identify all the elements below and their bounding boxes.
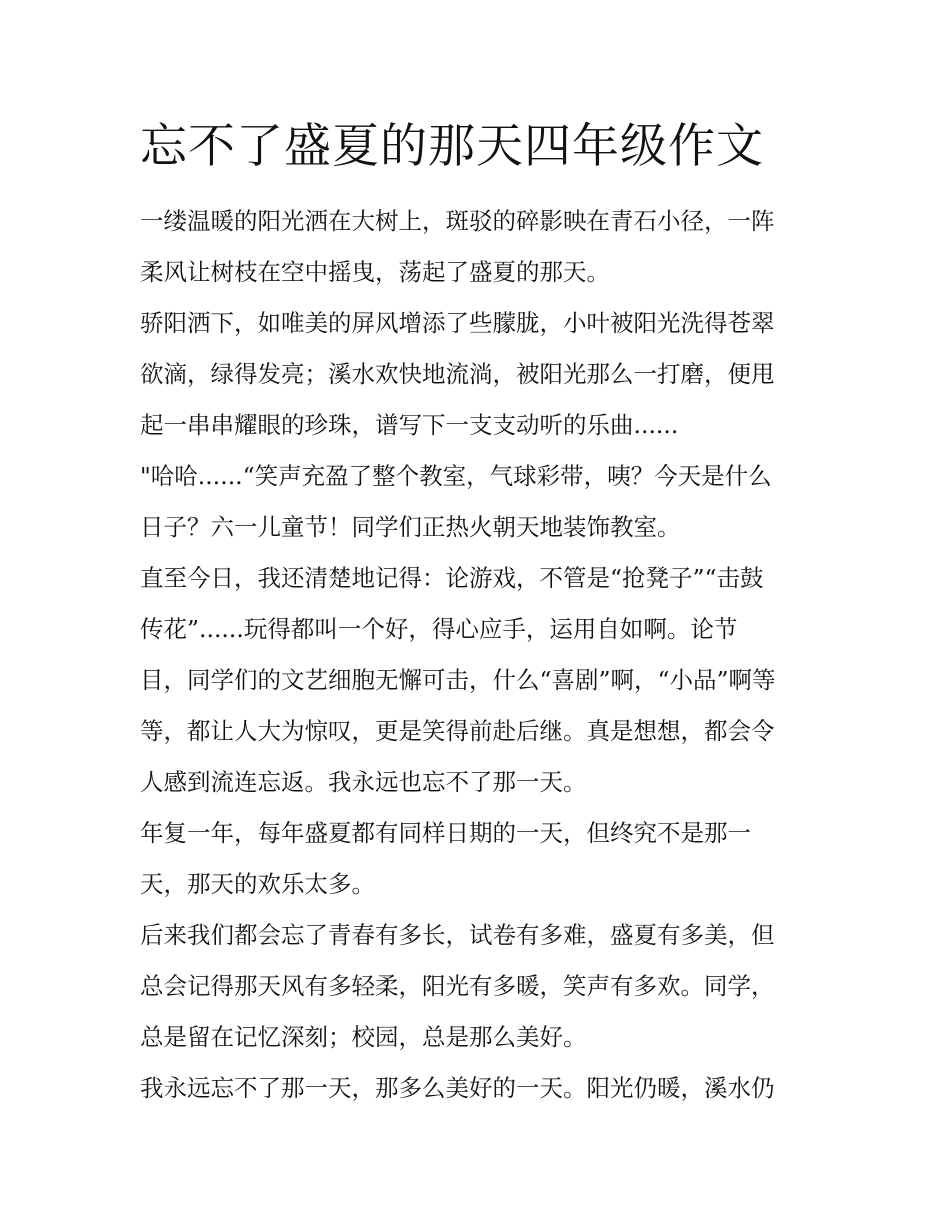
body-line: 年复一年，每年盛夏都有同样日期的一天，但终究不是那一 xyxy=(140,819,751,847)
body-line: 骄阳洒下，如唯美的屏风增添了些朦胧，小叶被阳光洗得苍翠 xyxy=(140,309,775,337)
body-line: 等，都让人大为惊叹，更是笑得前赴后继。真是想想，都会令 xyxy=(140,717,775,745)
body-line: 我永远忘不了那一天，那多么美好的一天。阳光仍暖，溪水仍 xyxy=(140,1074,775,1102)
body-line: 天，那天的欢乐太多。 xyxy=(140,870,375,898)
document-title: 忘不了盛夏的那天四年级作文 xyxy=(140,119,764,174)
body-line: 人感到流连忘返。我永远也忘不了那一天。 xyxy=(140,768,587,796)
body-line: 传花”......玩得都叫一个好，得心应手，运用自如啊。论节 xyxy=(140,615,738,643)
body-line: 总是留在记忆深刻；校园，总是那么美好。 xyxy=(140,1023,587,1051)
body-line: 总会记得那天风有多轻柔，阳光有多暖，笑声有多欢。同学， xyxy=(140,972,775,1000)
body-line: 日子？六一儿童节！同学们正热火朝天地装饰教室。 xyxy=(140,513,681,541)
body-line: 欲滴，绿得发亮；溪水欢快地流淌，被阳光那么一打磨，便甩 xyxy=(140,360,775,388)
body-line: 起一串串耀眼的珍珠，谱写下一支支动听的乐曲...... xyxy=(140,411,679,439)
body-line: 一缕温暖的阳光洒在大树上，斑驳的碎影映在青石小径，一阵 xyxy=(140,207,775,235)
body-line: 直至今日，我还清楚地记得：论游戏，不管是“抢凳子”“击鼓 xyxy=(140,564,764,592)
body-line: 柔风让树枝在空中摇曳，荡起了盛夏的那天。 xyxy=(140,258,610,286)
body-line: 后来我们都会忘了青春有多长，试卷有多难，盛夏有多美，但 xyxy=(140,921,775,949)
body-line: "哈哈......“笑声充盈了整个教室，气球彩带，咦？今天是什么 xyxy=(140,462,772,490)
body-line: 目，同学们的文艺细胞无懈可击，什么“喜剧”啊，“小品”啊等 xyxy=(140,666,776,694)
